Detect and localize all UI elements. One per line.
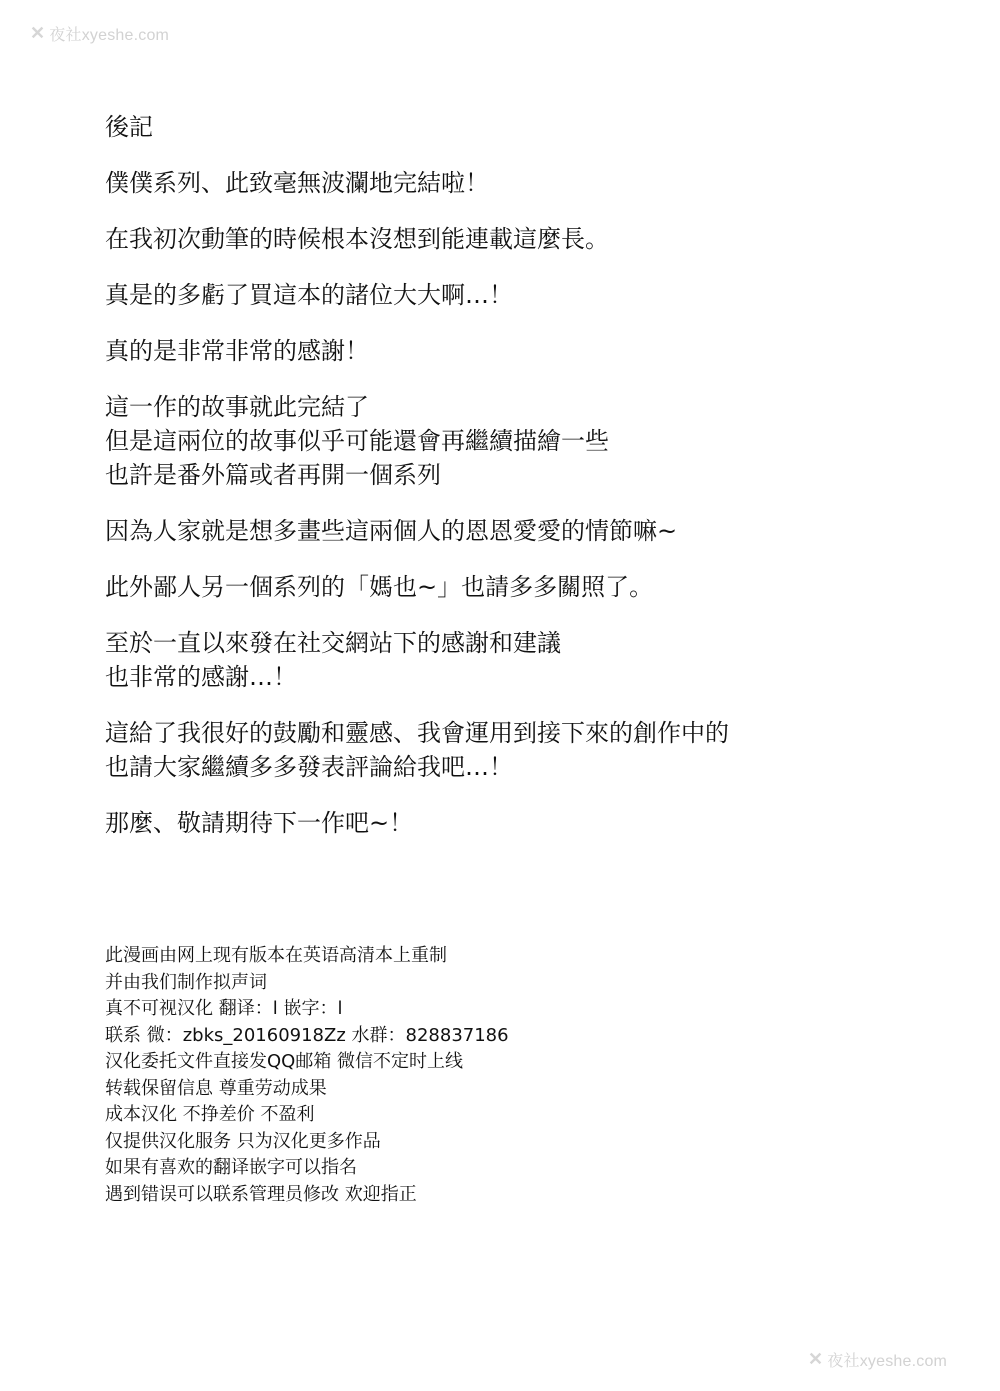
text-line: 但是這兩位的故事似乎可能還會再繼續描繪一些 — [105, 427, 609, 455]
credit-line: 此漫画由网上现有版本在英语高清本上重制 — [105, 945, 447, 966]
credit-line: 遇到错误可以联系管理员修改 欢迎指正 — [105, 1183, 417, 1205]
credit-line: 并由我们制作拟声词 — [105, 971, 267, 993]
afterword-section — [105, 110, 905, 862]
watermark-text: 夜社xyeshe.com — [49, 27, 170, 44]
paragraph — [105, 716, 905, 784]
paragraph — [105, 570, 905, 604]
credit-line: 转载保留信息 尊重劳动成果 — [105, 1077, 327, 1099]
text-line: 此外鄙人另一個系列的「媽也~」也請多多關照了。 — [105, 573, 654, 601]
text-line: 因為人家就是想多畫些這兩個人的恩恩愛愛的情節嘛~ — [105, 517, 678, 545]
paragraph — [105, 806, 905, 840]
afterword-title: 後記 — [105, 113, 153, 141]
credit-line: 成本汉化 不挣差价 不盈利 — [105, 1104, 315, 1125]
paragraph — [105, 626, 905, 694]
credit-line: 如果有喜欢的翻译嵌字可以指名 — [105, 1157, 357, 1178]
paragraph — [105, 278, 905, 312]
text-line: 真是的多虧了買這本的諸位大大啊…！ — [105, 281, 513, 309]
paragraph — [105, 334, 905, 368]
x-logo-icon: ✕ — [808, 1349, 824, 1369]
credit-line: 仅提供汉化服务 只为汉化更多作品 — [105, 1130, 381, 1152]
text-line: 那麼、敬請期待下一作吧~！ — [105, 809, 414, 837]
paragraph — [105, 222, 905, 256]
paragraph — [105, 166, 905, 200]
text-line: 至於一直以來發在社交網站下的感謝和建議 — [105, 629, 561, 657]
credit-line: 汉化委托文件直接发QQ邮箱 微信不定时上线 — [105, 1051, 464, 1072]
scanlation-credits — [105, 943, 905, 1208]
x-logo-icon: ✕ — [30, 23, 46, 43]
text-line: 這給了我很好的鼓勵和靈感、我會運用到接下來的創作中的 — [105, 719, 729, 747]
paragraph — [105, 390, 905, 492]
credit-line: 联系 微：zbks_20160918Zz 水群：828837186 — [105, 1024, 509, 1046]
text-line: 也請大家繼續多多發表評論給我吧…！ — [105, 753, 513, 781]
text-line: 也許是番外篇或者再開一個系列 — [105, 461, 441, 489]
credit-line: 真不可视汉化 翻译：l 嵌字：l — [105, 998, 343, 1019]
text-line: 僕僕系列、此致毫無波瀾地完結啦！ — [105, 169, 489, 197]
paragraph — [105, 514, 905, 548]
watermark-text: 夜社xyeshe.com — [827, 1353, 948, 1370]
text-line: 真的是非常非常的感謝！ — [105, 337, 369, 365]
watermark-top — [30, 22, 169, 45]
text-line: 也非常的感謝…！ — [105, 663, 297, 691]
watermark-bottom — [808, 1348, 947, 1371]
text-line: 這一作的故事就此完結了 — [105, 393, 369, 421]
text-line: 在我初次動筆的時候根本沒想到能連載這麼長。 — [105, 225, 609, 253]
